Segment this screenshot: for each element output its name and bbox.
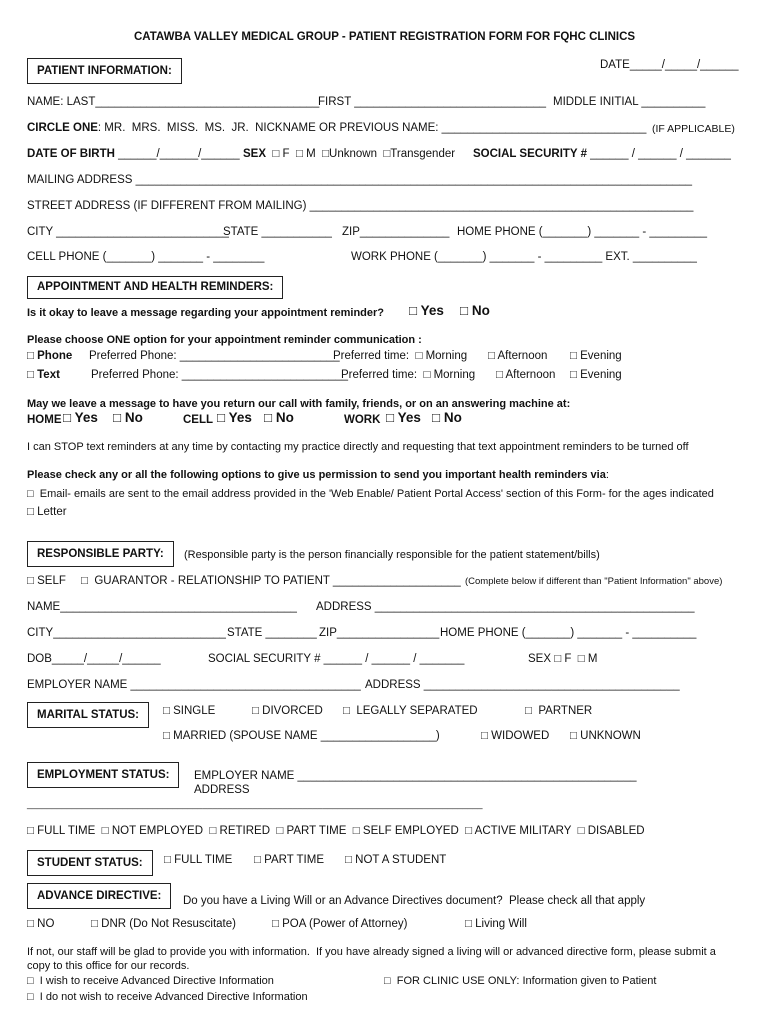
email-option[interactable]: □ Email- emails are sent to the email address provided in the 'Web Enable/ Patient Portal Access' section of this Form- for the ages indicated [27, 488, 714, 500]
leave-message-question: Is it okay to leave a message regarding your appointment reminder? [27, 307, 384, 319]
sex-options[interactable]: □ F □ M □Unknown □Transgender [272, 148, 456, 160]
city-field[interactable]: CITY ___________________________ [27, 226, 229, 238]
state-field[interactable]: STATE ___________ [223, 226, 332, 238]
advance-poa-option[interactable]: □ POA (Power of Attorney) [272, 918, 408, 930]
marital-divorced-option[interactable]: □ DIVORCED [252, 705, 323, 717]
marital-widowed-option[interactable]: □ WIDOWED [481, 730, 550, 742]
circle-one-row[interactable] [27, 121, 646, 135]
work-label: WORK [344, 414, 381, 426]
self-option[interactable]: □ SELF [27, 575, 66, 587]
work-yes-option[interactable]: □ Yes [386, 410, 421, 425]
patient-information-header: PATIENT INFORMATION: [27, 58, 182, 84]
dob-field[interactable]: ______/______/______ [118, 148, 240, 160]
ssn-field[interactable]: ______ / ______ / _______ [590, 148, 731, 160]
responsible-employer-name-field[interactable]: EMPLOYER NAME ____________________________________ [27, 679, 361, 691]
employment-employer-name-field[interactable]: EMPLOYER NAME _____________________________________________________ [194, 770, 637, 782]
leave-message-no[interactable]: □ No [460, 303, 490, 318]
home-label: HOME [27, 414, 62, 426]
work-no-option[interactable]: □ No [432, 410, 462, 425]
marital-separated-option[interactable]: □ LEGALLY SEPARATED [343, 705, 478, 717]
home-yes-option[interactable]: □ Yes [63, 410, 98, 425]
responsible-party-note: (Responsible party is the person financially responsible for the patient statement/bills) [184, 549, 600, 561]
advance-directive-header: ADVANCE DIRECTIVE: [27, 883, 171, 909]
responsible-state-field[interactable]: STATE ________ [227, 627, 317, 639]
student-not-a-student-option[interactable]: □ NOT A STUDENT [345, 854, 447, 866]
employment-address-field[interactable]: ___________________________________________________________________________________________ [27, 799, 483, 809]
middle-initial-field[interactable]: MIDDLE INITIAL __________ [553, 96, 706, 108]
sex-row[interactable] [243, 147, 455, 161]
clinic-use-only-option[interactable]: □ FOR CLINIC USE ONLY: Information given to Patient [384, 975, 657, 987]
marital-single-option[interactable]: □ SINGLE [163, 705, 216, 717]
advance-directive-question: Do you have a Living Will or an Advance Directives document? Please check all that apply [183, 895, 646, 907]
advance-wish-option[interactable]: □ I wish to receive Advanced Directive Information [27, 975, 274, 987]
text-preferred-phone-field[interactable]: Preferred Phone: __________________________ [91, 369, 349, 381]
ssn-row[interactable] [473, 147, 731, 161]
text-evening-option[interactable]: □ Evening [570, 369, 622, 381]
phone-preferred-phone-field[interactable]: Preferred Phone: _________________________ [89, 350, 340, 362]
advance-info-line-2: copy to this office for our records. [27, 960, 190, 972]
circle-one-options[interactable]: : MR. MRS. MISS. MS. JR. NICKNAME OR PREVIOUS NAME: ________________________________ [97, 122, 647, 134]
health-reminders-question: Please check any or all the following options to give us permission to send you important health reminders via: [27, 469, 609, 481]
work-phone-field[interactable]: WORK PHONE (_______) _______ - _________ EXT. __________ [351, 251, 697, 263]
mailing-address-field[interactable]: MAILING ADDRESS _______________________________________________________________________________________ [27, 174, 693, 186]
advance-no-wish-option[interactable]: □ I do not wish to receive Advanced Directive Information [27, 991, 308, 1003]
date-field[interactable]: DATE_____/_____/______ [600, 59, 739, 71]
home-no-option[interactable]: □ No [113, 410, 143, 425]
sex-label: SEX [243, 148, 267, 160]
marital-unknown-option[interactable]: □ UNKNOWN [570, 730, 641, 742]
text-afternoon-option[interactable]: □ Afternoon [496, 369, 556, 381]
leave-message-yes[interactable]: □ Yes [409, 303, 444, 318]
reminder-communication-question: Please choose ONE option for your appointment reminder communication : [27, 334, 422, 346]
responsible-address-field[interactable]: ADDRESS __________________________________________________ [316, 601, 695, 613]
responsible-employer-address-field[interactable]: ADDRESS ________________________________________ [365, 679, 680, 691]
return-call-question: May we leave a message to have you return our call with family, friends, or on an answering machine at: [27, 398, 571, 410]
if-applicable-note: (IF APPLICABLE) [652, 123, 735, 135]
responsible-party-header: RESPONSIBLE PARTY: [27, 541, 174, 567]
street-address-field[interactable]: STREET ADDRESS (IF DIFFERENT FROM MAILING) ____________________________________________________________ [27, 200, 694, 212]
advance-living-will-option[interactable]: □ Living Will [465, 918, 527, 930]
student-status-header: STUDENT STATUS: [27, 850, 153, 876]
advance-no-option[interactable]: □ NO [27, 918, 55, 930]
name-last-field[interactable]: NAME: LAST___________________________________ [27, 96, 320, 108]
student-full-time-option[interactable]: □ FULL TIME [164, 854, 233, 866]
text-option[interactable]: □ Text [27, 369, 60, 381]
employment-options[interactable]: □ FULL TIME □ NOT EMPLOYED □ RETIRED □ PART TIME □ SELF EMPLOYED □ ACTIVE MILITARY □ DISABLED [27, 825, 645, 837]
name-first-field[interactable]: FIRST ______________________________ [318, 96, 547, 108]
responsible-sex-options[interactable]: SEX □ F □ M [528, 653, 598, 665]
form-title: CATAWBA VALLEY MEDICAL GROUP - PATIENT REGISTRATION FORM FOR FQHC CLINICS [134, 31, 636, 43]
advance-dnr-option[interactable]: □ DNR (Do Not Resuscitate) [91, 918, 236, 930]
responsible-ssn-field[interactable]: SOCIAL SECURITY # ______ / ______ / _______ [208, 653, 465, 665]
ssn-label: SOCIAL SECURITY # [473, 148, 587, 160]
dob-row[interactable] [27, 147, 240, 161]
marital-married-option[interactable]: □ MARRIED (SPOUSE NAME __________________) [163, 730, 440, 742]
student-part-time-option[interactable]: □ PART TIME [254, 854, 324, 866]
phone-afternoon-option[interactable]: □ Afternoon [488, 350, 548, 362]
circle-one-label: CIRCLE ONE [27, 122, 98, 134]
phone-option[interactable]: □ Phone [27, 350, 73, 362]
responsible-dob-field[interactable]: DOB_____/_____/______ [27, 653, 161, 665]
cell-label: CELL [183, 414, 214, 426]
complete-below-note: (Complete below if different than "Patient Information" above) [465, 576, 723, 587]
stop-text-notice: I can STOP text reminders at any time by contacting my practice directly and requesting that text appointment reminders to be turned off [27, 441, 689, 453]
cell-phone-field[interactable]: CELL PHONE (_______) _______ - ________ [27, 251, 265, 263]
responsible-name-field[interactable]: NAME_____________________________________ [27, 601, 297, 613]
zip-field[interactable]: ZIP______________ [342, 226, 450, 238]
marital-status-header: MARITAL STATUS: [27, 702, 149, 728]
phone-evening-option[interactable]: □ Evening [570, 350, 622, 362]
home-phone-field[interactable]: HOME PHONE (_______) _______ - _________ [457, 226, 707, 238]
responsible-zip-field[interactable]: ZIP________________ [319, 627, 440, 639]
employment-status-header: EMPLOYMENT STATUS: [27, 762, 179, 788]
dob-label: DATE OF BIRTH [27, 148, 115, 160]
cell-no-option[interactable]: □ No [264, 410, 294, 425]
text-preferred-time-morning[interactable]: Preferred time: □ Morning [341, 369, 476, 381]
advance-info-line-1: If not, our staff will be glad to provide you with information. If you have already signed a living will or advanced directive form, please submit a [27, 946, 716, 958]
letter-option[interactable]: □ Letter [27, 506, 67, 518]
phone-preferred-time-morning[interactable]: Preferred time: □ Morning [333, 350, 468, 362]
guarantor-relationship-field[interactable]: □ GUARANTOR - RELATIONSHIP TO PATIENT ____________________ [81, 575, 461, 587]
marital-partner-option[interactable]: □ PARTNER [525, 705, 593, 717]
cell-yes-option[interactable]: □ Yes [217, 410, 252, 425]
employment-address-label: ADDRESS [194, 784, 250, 796]
responsible-home-phone-field[interactable]: HOME PHONE (_______) _______ - __________ [440, 627, 697, 639]
responsible-city-field[interactable]: CITY___________________________ [27, 627, 226, 639]
reminders-header: APPOINTMENT AND HEALTH REMINDERS: [27, 276, 283, 299]
